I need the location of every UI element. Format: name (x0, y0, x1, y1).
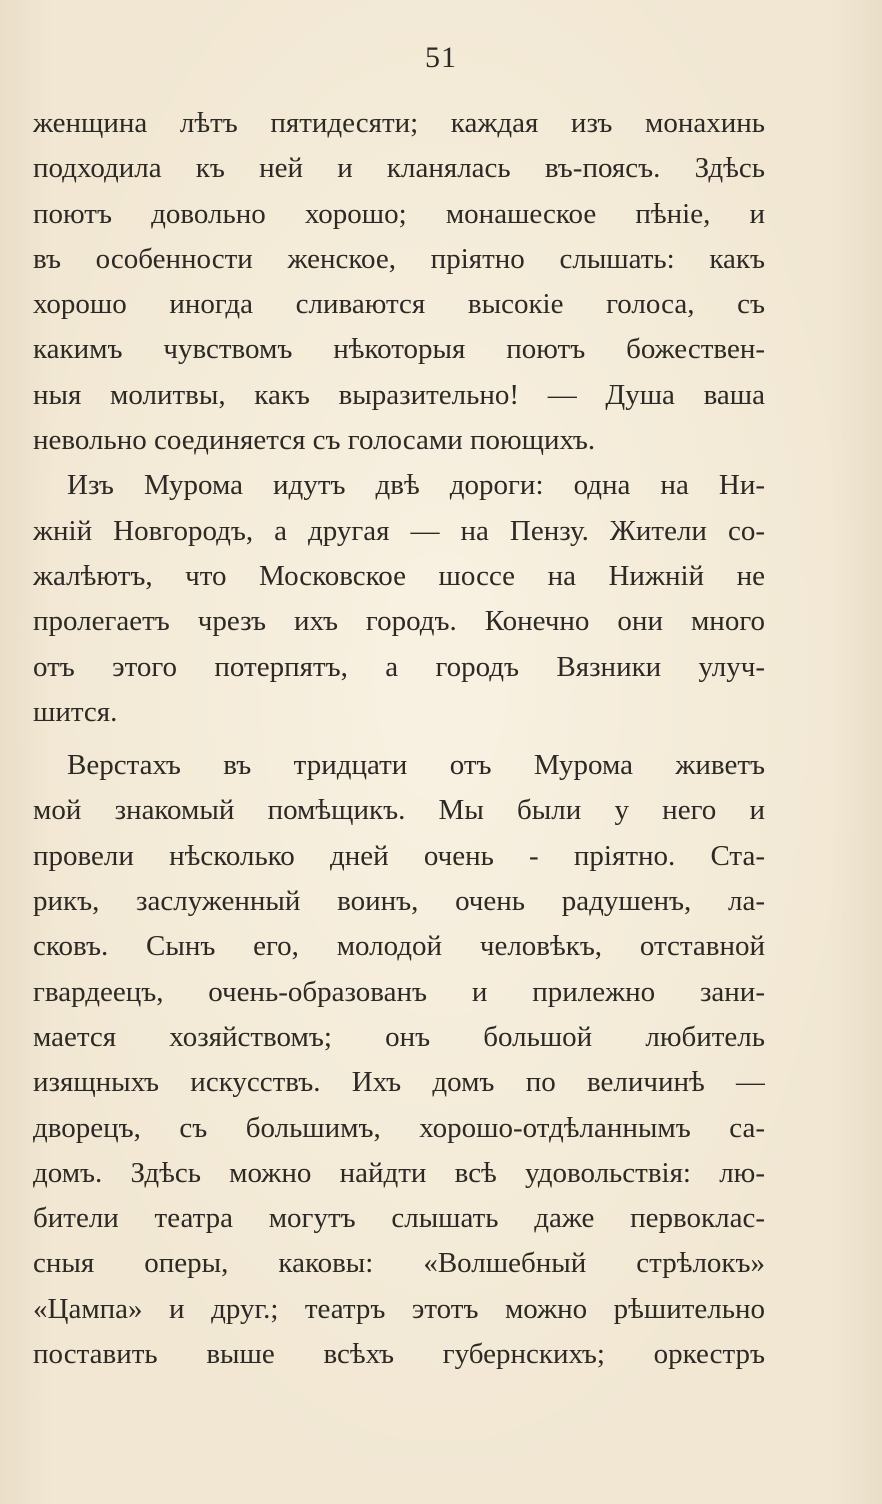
text-line: жалѣютъ, что Московское шоссе на Нижній не (33, 559, 765, 592)
text-line: гвардеецъ, очень-образованъ и прилежно зани- (33, 975, 765, 1008)
text-line: дворецъ, съ большимъ, хорошо-отдѣланнымъ са- (33, 1111, 765, 1144)
text-line: поютъ довольно хорошо; монашеское пѣніе, и (33, 197, 765, 230)
text-line: сковъ. Сынъ его, молодой человѣкъ, отставной (33, 930, 765, 963)
text-line: какимъ чувствомъ нѣкоторыя поютъ божествен- (33, 333, 765, 366)
text-line: мается хозяйствомъ; онъ большой любитель (33, 1020, 765, 1053)
text-line: «Цампа» и друг.; театръ этотъ можно рѣшительно (33, 1292, 765, 1325)
text-line: отъ этого потерпятъ, а городъ Вязники улуч- (33, 650, 765, 683)
text-line: рикъ, заслуженный воинъ, очень радушенъ, ла- (33, 885, 765, 918)
text-line: Изъ Мурома идутъ двѣ дороги: одна на Ни- (67, 469, 765, 502)
text-line: домъ. Здѣсь можно найдти всѣ удовольствія: лю- (33, 1156, 765, 1189)
text-line: женщина лѣтъ пятидесяти; каждая изъ монахинь (33, 107, 765, 139)
text-line: мой знакомый помѣщикъ. Мы были у него и (33, 794, 765, 827)
text-line: поставить выше всѣхъ губернскихъ; оркестръ (33, 1338, 765, 1371)
text-line: въ особенности женское, пріятно слышать: какъ (33, 242, 765, 275)
text-line: ныя молитвы, какъ выразительно! — Душа ваша (33, 378, 765, 411)
paragraph-gap (33, 735, 765, 743)
text-line: невольно соединяется съ голосами поющихъ. (33, 424, 596, 457)
text-line: провели нѣсколько дней очень - пріятно. Ста- (33, 839, 765, 872)
text-line: подходила къ ней и кланялась въ-поясъ. Здѣсь (33, 152, 765, 185)
text-line: сныя оперы, каковы: «Волшебный стрѣлокъ» (33, 1247, 765, 1280)
body-text (33, 101, 765, 1377)
text-line: бители театра могутъ слышать даже первоклас- (33, 1202, 765, 1235)
text-line: хорошо иногда сливаются высокіе голоса, съ (33, 288, 765, 321)
page-number: 51 (425, 41, 457, 74)
text-line: шится. (33, 695, 118, 728)
text-line: изящныхъ искусствъ. Ихъ домъ по величинѣ — (33, 1066, 765, 1099)
text-line: Верстахъ въ тридцати отъ Мурома живетъ (67, 749, 765, 782)
text-line: жній Новгородъ, а другая — на Пензу. Жители со- (33, 514, 765, 547)
text-line: пролегаетъ чрезъ ихъ городъ. Конечно они много (33, 605, 765, 638)
